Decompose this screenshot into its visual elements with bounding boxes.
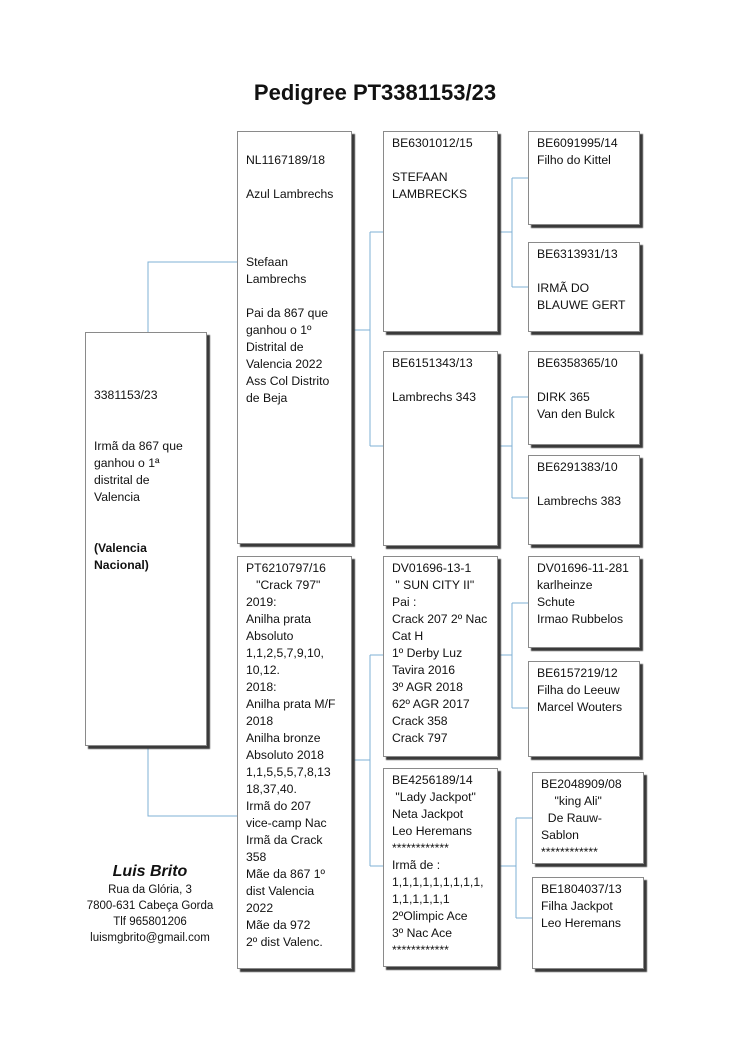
dd-dam-box [532,877,644,969]
pedigree-line: 1,1,2,5,7,9,10, [246,646,324,660]
pedigree-line: "Crack 797" [246,578,321,592]
pedigree-line: Nacional) [94,558,149,572]
pedigree-line: Tavira 2016 [392,663,456,677]
sire-box [237,131,352,544]
pedigree-line: Irmã da 867 que [94,439,183,453]
pedigree-line: 2022 [246,901,274,915]
sire-dam-box [383,351,498,546]
pedigree-line: Absoluto 2018 [246,748,324,762]
pedigree-line: Leo Heremans [392,824,472,838]
pedigree-line: Irmã de : [392,858,441,872]
pedigree-line: 358 [246,850,267,864]
pedigree-line: Anilha prata [246,612,312,626]
pedigree-line [537,476,631,493]
pedigree-line: 18,37,40. [246,782,297,796]
pedigree-line: Leo Heremans [541,916,621,930]
pedigree-line: BE6091995/14 [537,136,618,150]
sire-sire-box [383,131,498,332]
pedigree-line: NL1167189/18 [246,153,326,167]
pedigree-line [94,404,198,421]
pedigree-line [392,372,489,389]
ss-sire-box [528,131,640,225]
pedigree-line: Anilha bronze [246,731,321,745]
pedigree-line: Irmã da Crack [246,833,323,847]
pedigree-line: 2018 [246,714,274,728]
pedigree-line: Neta Jackpot [392,807,464,821]
pedigree-line: PT6210797/16 [246,561,326,575]
ds-dam-box [528,661,640,757]
pedigree-line: DV01696-11-281 [537,561,629,575]
pedigree-line: Lambrechs [246,272,307,286]
pedigree-line [246,237,343,254]
pedigree-line [246,288,343,305]
pedigree-line: Stefaan [246,255,289,269]
ss-dam-box [528,242,640,332]
pedigree-line: Crack 207 2º Nac [392,612,488,626]
dam-sire-box [383,556,498,757]
pedigree-line: (Valencia [94,541,147,555]
pedigree-line [537,372,631,389]
pedigree-line: 2ºOlimpic Ace [392,909,468,923]
ds-sire-box [528,556,640,648]
pedigree-line: BE6301012/15 [392,136,473,150]
pedigree-line: distrital de [94,473,150,487]
dam-box [237,556,352,969]
pedigree-line: 3381153/23 [94,388,158,402]
pedigree-line: Crack 358 [392,714,448,728]
page-title: Pedigree PT3381153/23 [253,80,497,105]
dd-sire-box [532,772,644,864]
pedigree-line: DIRK 365 [537,390,590,404]
pedigree-line: BE6313931/13 [537,247,618,261]
pedigree-line: 1,1,5,5,5,7,8,13 [246,765,331,779]
pedigree-line: Absoluto [246,629,294,643]
pedigree-line: ganhou o 1ª [94,456,160,470]
pedigree-line: IRMÃ DO [537,281,590,295]
pedigree-line: STEFAAN [392,170,448,184]
pedigree-line: 3º Nac Ace [392,926,453,940]
pedigree-line: ************ [392,943,449,957]
subject-box [85,332,207,746]
pedigree-line: Distrital de [246,340,304,354]
breeder-contact [70,862,230,946]
pedigree-line: BE4256189/14 [392,773,473,787]
breeder-city: 7800-631 Cabeça Gorda [86,900,214,912]
pedigree-line: Pai : [392,595,417,609]
pedigree-line: DV01696-13-1 [392,561,472,575]
pedigree-line: Marcel Wouters [537,700,623,714]
pedigree-line: 2018: [246,680,277,694]
breeder-email: luismgbrito@gmail.com [90,932,210,944]
pedigree-line: Cat H [392,629,424,643]
pedigree-line: karlheinze [537,578,593,592]
pedigree-line: Lambrechs 343 [392,390,477,404]
pedigree-line: 2019: [246,595,277,609]
pedigree-line: Irmao Rubbelos [537,612,624,626]
pedigree-line: ************ [392,841,449,855]
pedigree-line: 10,12. [246,663,280,677]
pedigree-line: Schute [537,595,575,609]
pedigree-line [392,152,489,169]
pedigree-line: dist Valencia [246,884,315,898]
pedigree-line [246,169,343,186]
pedigree-line [246,203,343,220]
pedigree-line: 3º AGR 2018 [392,680,463,694]
pedigree-line: Filha Jackpot [541,899,613,913]
pedigree-line: Irmã do 207 [246,799,312,813]
pedigree-line: BE2048909/08 [541,777,622,791]
pedigree-line: vice-camp Nac [246,816,327,830]
pedigree-line: Pai da 867 que [246,306,328,320]
pedigree-line: Valencia 2022 [246,357,323,371]
pedigree-line: 1,1,1,1,1,1 [392,892,450,906]
pedigree-line: 1º Derby Luz [392,646,463,660]
pedigree-line: Anilha prata M/F [246,697,336,711]
sd-dam-box [528,455,640,545]
pedigree-line: Mãe da 867 1º [246,867,325,881]
pedigree-line: de Beja [246,391,288,405]
pedigree-line: BE6358365/10 [537,356,618,370]
breeder-phone: Tlf 965801206 [113,916,187,928]
breeder-name: Luis Brito [112,863,188,880]
pedigree-line: BLAUWE GERT [537,298,626,312]
pedigree-line: BE6157219/12 [537,666,618,680]
pedigree-line: Lambrechs 383 [537,494,622,508]
pedigree-line [537,263,631,280]
pedigree-line: 1,1,1,1,1,1,1,1,1, [392,875,484,889]
sd-sire-box [528,351,640,445]
pedigree-line: 62º AGR 2017 [392,697,470,711]
pedigree-line: ganhou o 1º [246,323,312,337]
pedigree-line [94,421,198,438]
pedigree-line: Crack 797 [392,731,448,745]
pedigree-line: Azul Lambrechs [246,187,334,201]
pedigree-line: De Rauw-Sablon [541,811,602,842]
pedigree-line: Ass Col Distrito [246,374,330,388]
pedigree-line: 2º dist Valenc. [246,935,323,949]
pedigree-line: " SUN CITY II" [392,578,475,592]
pedigree-line: BE6291383/10 [537,460,618,474]
pedigree-line: Filho do Kittel [537,153,611,167]
breeder-address: Rua da Glória, 3 [108,884,192,896]
pedigree-line: BE1804037/13 [541,882,622,896]
pedigree-line: BE6151343/13 [392,356,473,370]
pedigree-line: Van den Bulck [537,407,615,421]
pedigree-line: "Lady Jackpot" [392,790,476,804]
pedigree-line: Filha do Leeuw [537,683,620,697]
pedigree-line: Mãe da 972 [246,918,311,932]
pedigree-line: LAMBRECKS [392,187,468,201]
pedigree-line: "king Ali" [541,794,602,808]
pedigree-line: Valencia [94,490,140,504]
dam-dam-box [383,768,498,967]
pedigree-line [246,220,343,237]
pedigree-line: ************ [541,845,598,859]
